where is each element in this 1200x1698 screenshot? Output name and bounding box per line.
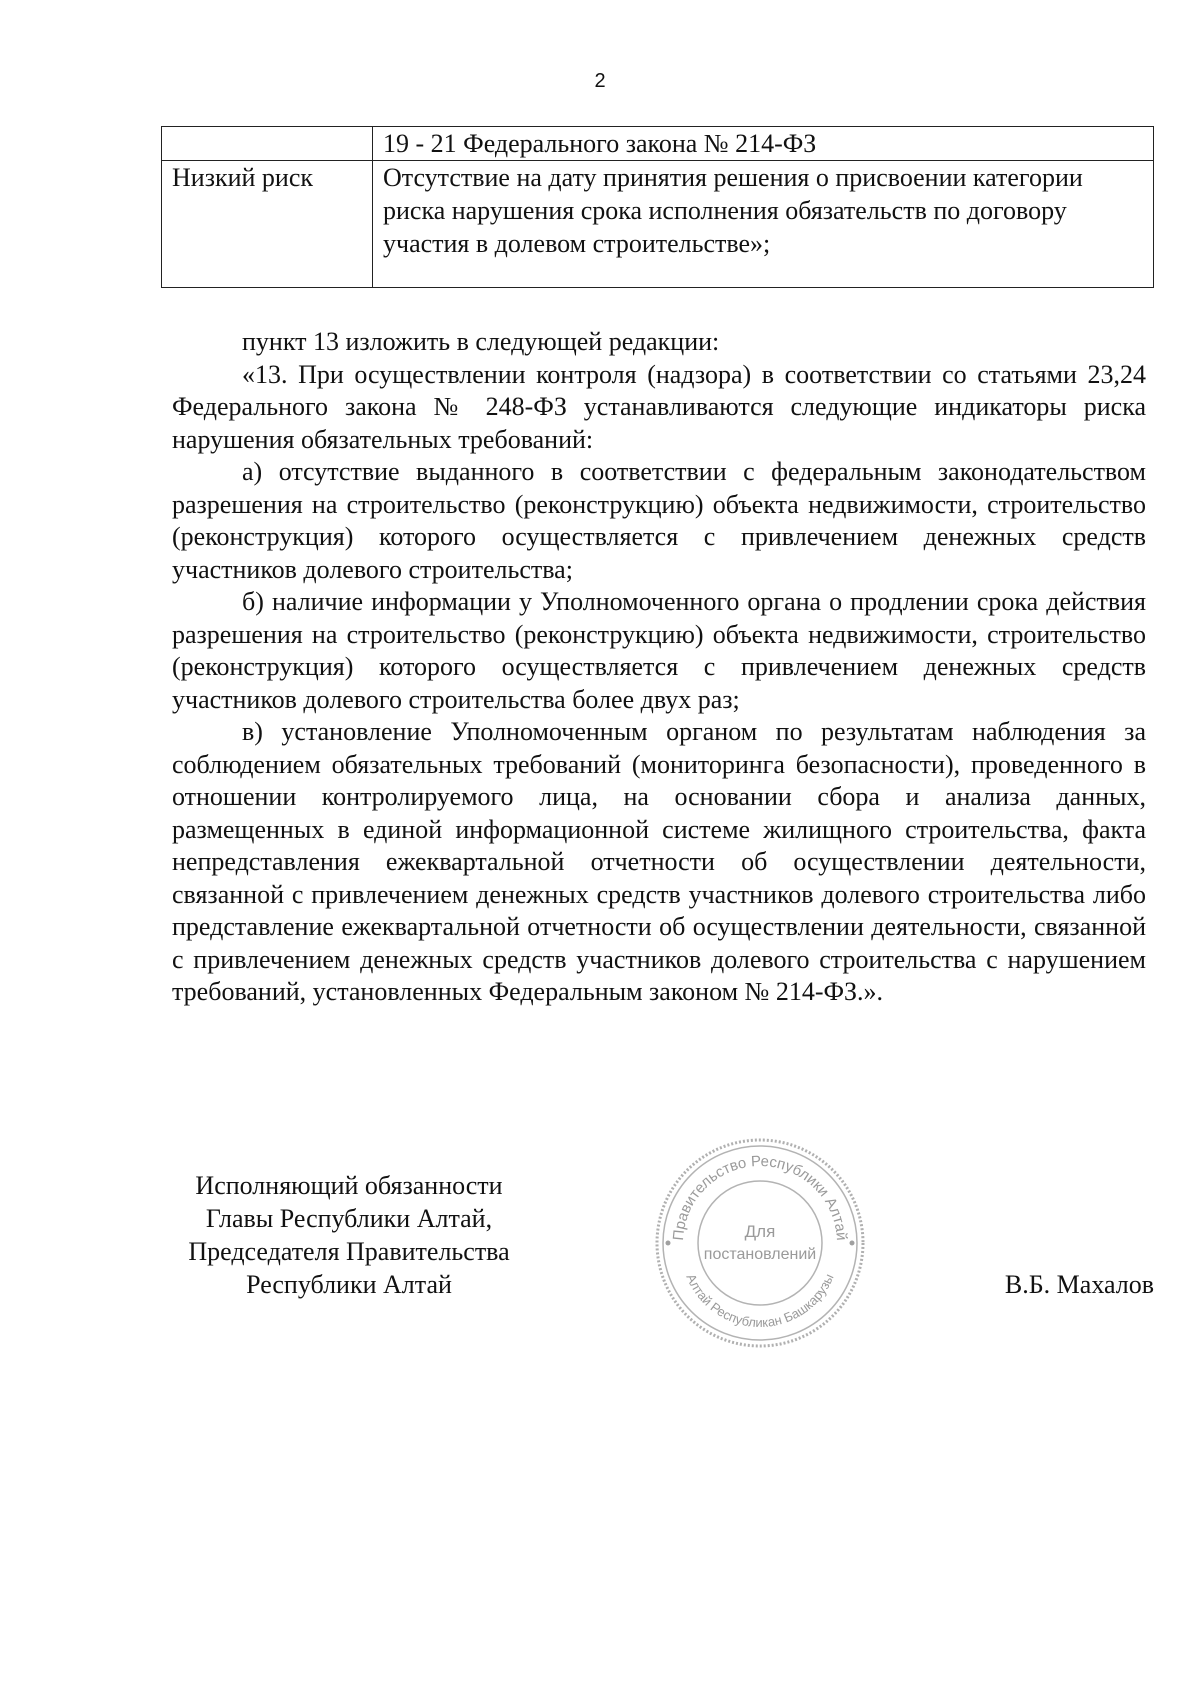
stamp-ring: [663, 1146, 857, 1340]
stamp-center-text: Для: [744, 1222, 776, 1241]
signatory-title: [164, 1169, 534, 1301]
paragraph-intro: пункт 13 изложить в следующей редакции:: [242, 327, 720, 356]
stamp-center-text: постановлений: [703, 1246, 817, 1263]
stamp-dot: [850, 1241, 855, 1246]
page-number: 2: [594, 70, 606, 92]
signatory-title-line: Республики Алтай: [246, 1270, 452, 1299]
risk-level-cell: Низкий риск: [162, 161, 373, 288]
risk-level-cell: [162, 127, 373, 161]
table-row: [162, 161, 1154, 288]
stamp-outer-text-bottom: Алтай Республикан Башкарузы: [683, 1271, 837, 1331]
stamp-inner-ring: [698, 1181, 822, 1305]
risk-description-cell: 19 - 21 Федерального закона № 214-ФЗ: [373, 127, 1154, 161]
table-row: [162, 127, 1154, 161]
signatory-title-line: Исполняющий обязанности: [195, 1171, 503, 1200]
signatory-title-line: Главы Республики Алтай,: [205, 1204, 493, 1233]
document-body: [172, 326, 1146, 1009]
paragraph-indicator-b: б) наличие информации у Уполномоченного органа о продлении срока действия разрешения на строительство (реконструкцию) объекта недвижимости, строительство (реконструкция) которого осуществляется с привлечением денежных средств участников долевого строительства более двух раз;: [172, 587, 1146, 714]
risk-indicators-table: [161, 126, 1154, 288]
risk-description-cell: Отсутствие на дату принятия решения о присвоении категории риска нарушения срока исполнения обязательств по договору участия в долевом строительстве»;: [373, 161, 1154, 288]
stamp-outer-text: Правительство Республики Алтай: [669, 1152, 851, 1242]
signatory-title-line: Председателя Правительства: [188, 1237, 510, 1266]
paragraph-indicator-v: в) установление Уполномоченным органом по результатам наблюдения за соблюдением обязательных требований (мониторинга безопасности), проведенного в отношении контролируемого лица, на основании сбора и анализа данных, размещенных в единой информационной системе жилищного строительства, факта непредставления ежеквартальной отчетности об осуществлении деятельности, связанной с привлечением денежных средств участников долевого строительства либо представление ежеквартальной отчетности об осуществлении деятельности, связанной с привлечением денежных средств участников долевого строительства с нарушением требований, установленных Федеральным законом № 214-ФЗ.».: [172, 717, 1146, 1006]
signatory-name: В.Б. Махалов: [1004, 1270, 1154, 1299]
official-stamp: [653, 1136, 867, 1350]
stamp-dot: [666, 1241, 671, 1246]
paragraph-indicator-a: а) отсутствие выданного в соответствии с федеральным законодательством разрешения на строительство (реконструкцию) объекта недвижимости, строительство (реконструкция) которого осуществляется с привлечением денежных средств участников долевого строительства;: [172, 457, 1146, 584]
paragraph-item-13: «13. При осуществлении контроля (надзора) в соответствии со статьями 23,24 Федерального закона № 248-ФЗ устанавливаются следующие индикаторы риска нарушения обязательных требований:: [172, 359, 1146, 454]
